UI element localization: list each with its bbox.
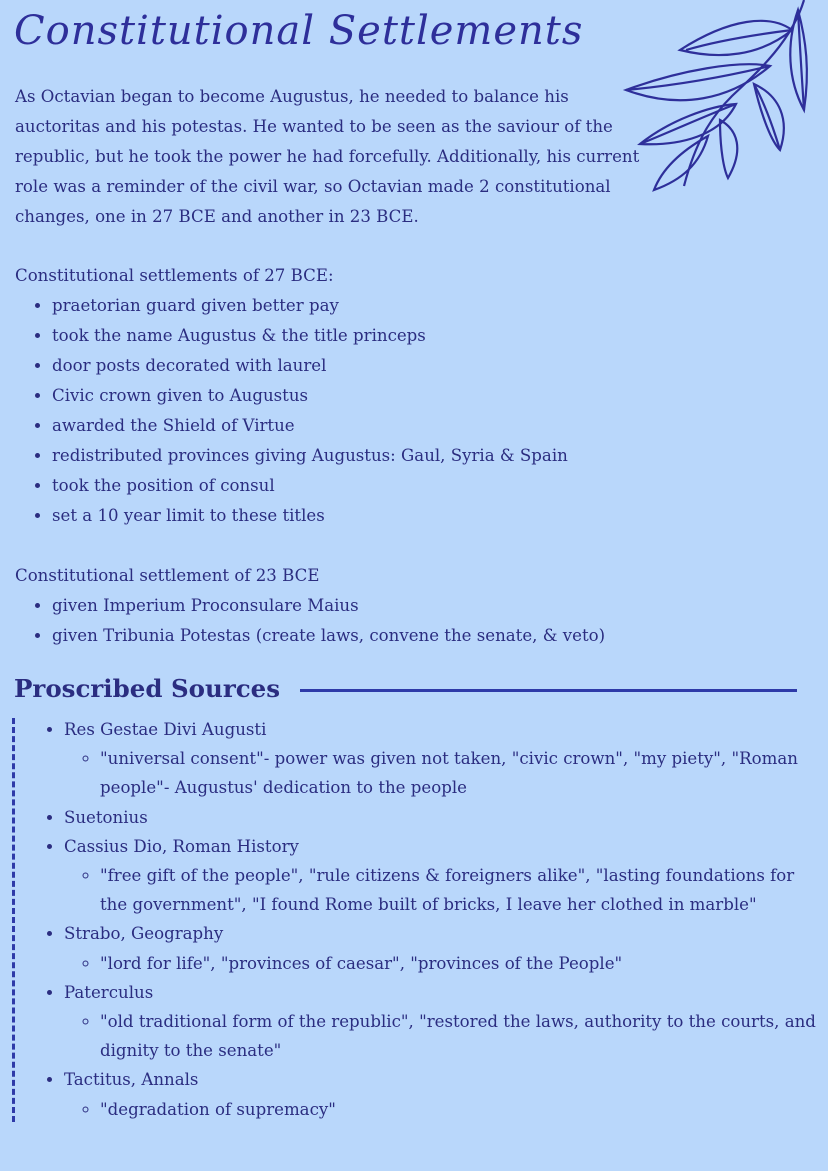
list-item: • redistributed provinces giving Augustus: Gaul, Syria & Spain <box>52 441 568 471</box>
source-item <box>64 803 824 832</box>
list-item: • given Tribunia Potestas (create laws, convene the senate, & veto) <box>52 621 605 651</box>
source-name: Cassius Dio, Roman History <box>64 836 299 856</box>
list-item: • took the position of consul <box>52 471 568 501</box>
source-name: Strabo, Geography <box>64 924 224 944</box>
settlement-27-heading: Constitutional settlements of 27 BCE: <box>15 266 334 285</box>
source-quote: ◦ "lord for life", "provinces of caesar", "provinces of the People" <box>100 949 824 978</box>
dashed-margin-line <box>12 718 15 1122</box>
source-quote: ◦ "degradation of supremacy" <box>100 1095 824 1124</box>
list-item: • given Imperium Proconsulare Maius <box>52 591 605 621</box>
page-title: Constitutional Settlements <box>14 8 584 54</box>
list-item: • awarded the Shield of Virtue <box>52 411 568 441</box>
source-item <box>64 919 824 977</box>
source-quote: ◦ "universal consent"- power was given not taken, "civic crown", "my piety", "Roman people"- Augustus' dedication to the people <box>100 744 824 802</box>
list-item: • took the name Augustus & the title princeps <box>52 321 568 351</box>
sources-heading: Proscribed Sources <box>14 674 281 703</box>
source-name: Res Gestae Divi Augusti <box>64 720 267 739</box>
source-quote: ◦ "free gift of the people", "rule citizens & foreigners alike", "lasting foundations for the government", "I found Rome built of bricks, I leave her clothed in marble" <box>100 861 824 919</box>
source-item <box>64 1065 824 1123</box>
source-item <box>64 715 824 803</box>
source-item <box>64 832 824 920</box>
source-name: Tactitus, Annals <box>64 1070 199 1090</box>
heading-divider <box>300 689 797 692</box>
list-item: • door posts decorated with laurel <box>52 351 568 381</box>
source-item <box>64 978 824 1066</box>
intro-paragraph: As Octavian began to become Augustus, he needed to balance his auctoritas and his potestas. He wanted to be seen as the saviour of the republic, but he took the power he had forcefully. Additionally, his current role was a reminder of the civil war, so Octavian made 2 constitutional changes, one in 27 BCE and another in 23 BCE. <box>15 87 640 226</box>
sources-list <box>34 715 824 1124</box>
source-quote: ◦ "old traditional form of the republic", "restored the laws, authority to the courts, and dignity to the senate" <box>100 1007 824 1065</box>
source-name: Paterculus <box>64 982 154 1002</box>
settlement-23-list <box>22 591 605 651</box>
source-name: Suetonius <box>64 807 148 827</box>
settlement-23-heading: Constitutional settlement of 23 BCE <box>15 566 320 585</box>
settlement-27-list <box>22 291 568 531</box>
list-item: • Civic crown given to Augustus <box>52 381 568 411</box>
list-item: • praetorian guard given better pay <box>52 291 568 321</box>
list-item: • set a 10 year limit to these titles <box>52 501 568 531</box>
